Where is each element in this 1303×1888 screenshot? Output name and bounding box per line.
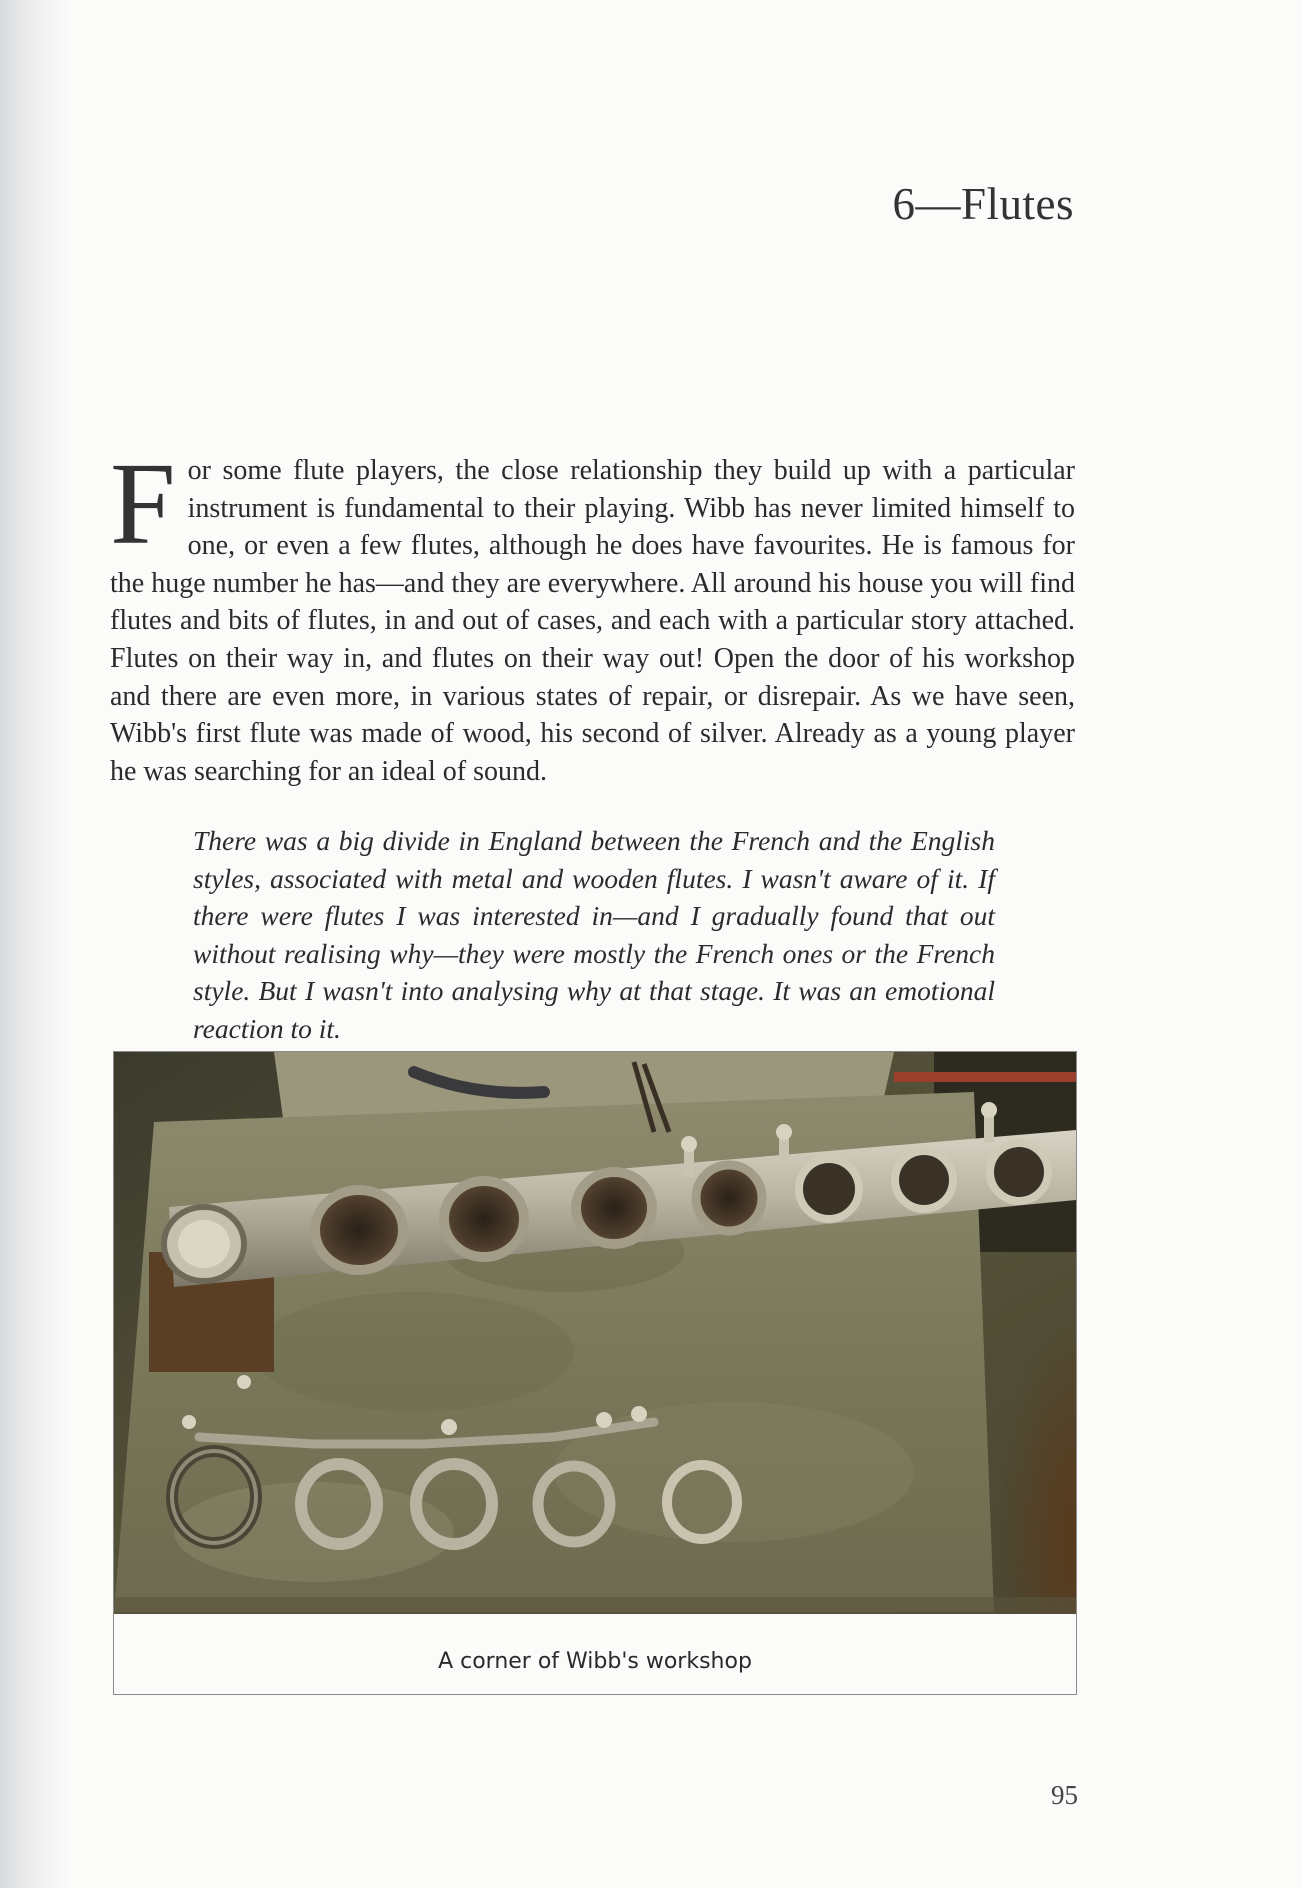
figure	[113, 1051, 1077, 1695]
block-quote: There was a big divide in England between the French and the English styles, associated with metal and wooden flutes. I wasn't aware of it. If there were flutes I was interested in—and I gradually found that out without realising why—they were mostly the French ones or the French style. But I wasn't into analysing why at that stage. It was an emotional reaction to it.	[193, 825, 995, 1044]
paragraph-text: or some flute players, the close relationship they build up with a particular instrument is fundamental to their playing. Wibb has never limited himself to one, or even a few flutes, although he does have favourites. He is famous for the huge number he has—and they are everywhere. All around his house you will find flutes and bits of flutes, in and out of cases, and each with a particular story attached. Flutes on their way in, and flutes on their way out! Open the door of his workshop and there are even more, in various states of repair, or disrepair. As we have seen, Wibb's first flute was made of wood, his second of silver. Already as a young player he was searching for an ideal of sound.	[110, 455, 1075, 787]
workshop-photo	[114, 1052, 1076, 1614]
page-edge-shadow	[0, 0, 70, 1888]
figure-caption: A corner of Wibb's workshop	[438, 1649, 752, 1674]
body-paragraph	[110, 438, 1075, 790]
chapter-title: 6—Flutes	[892, 179, 1074, 229]
page-number: 95	[1051, 1780, 1078, 1810]
drop-cap: F	[110, 438, 176, 569]
